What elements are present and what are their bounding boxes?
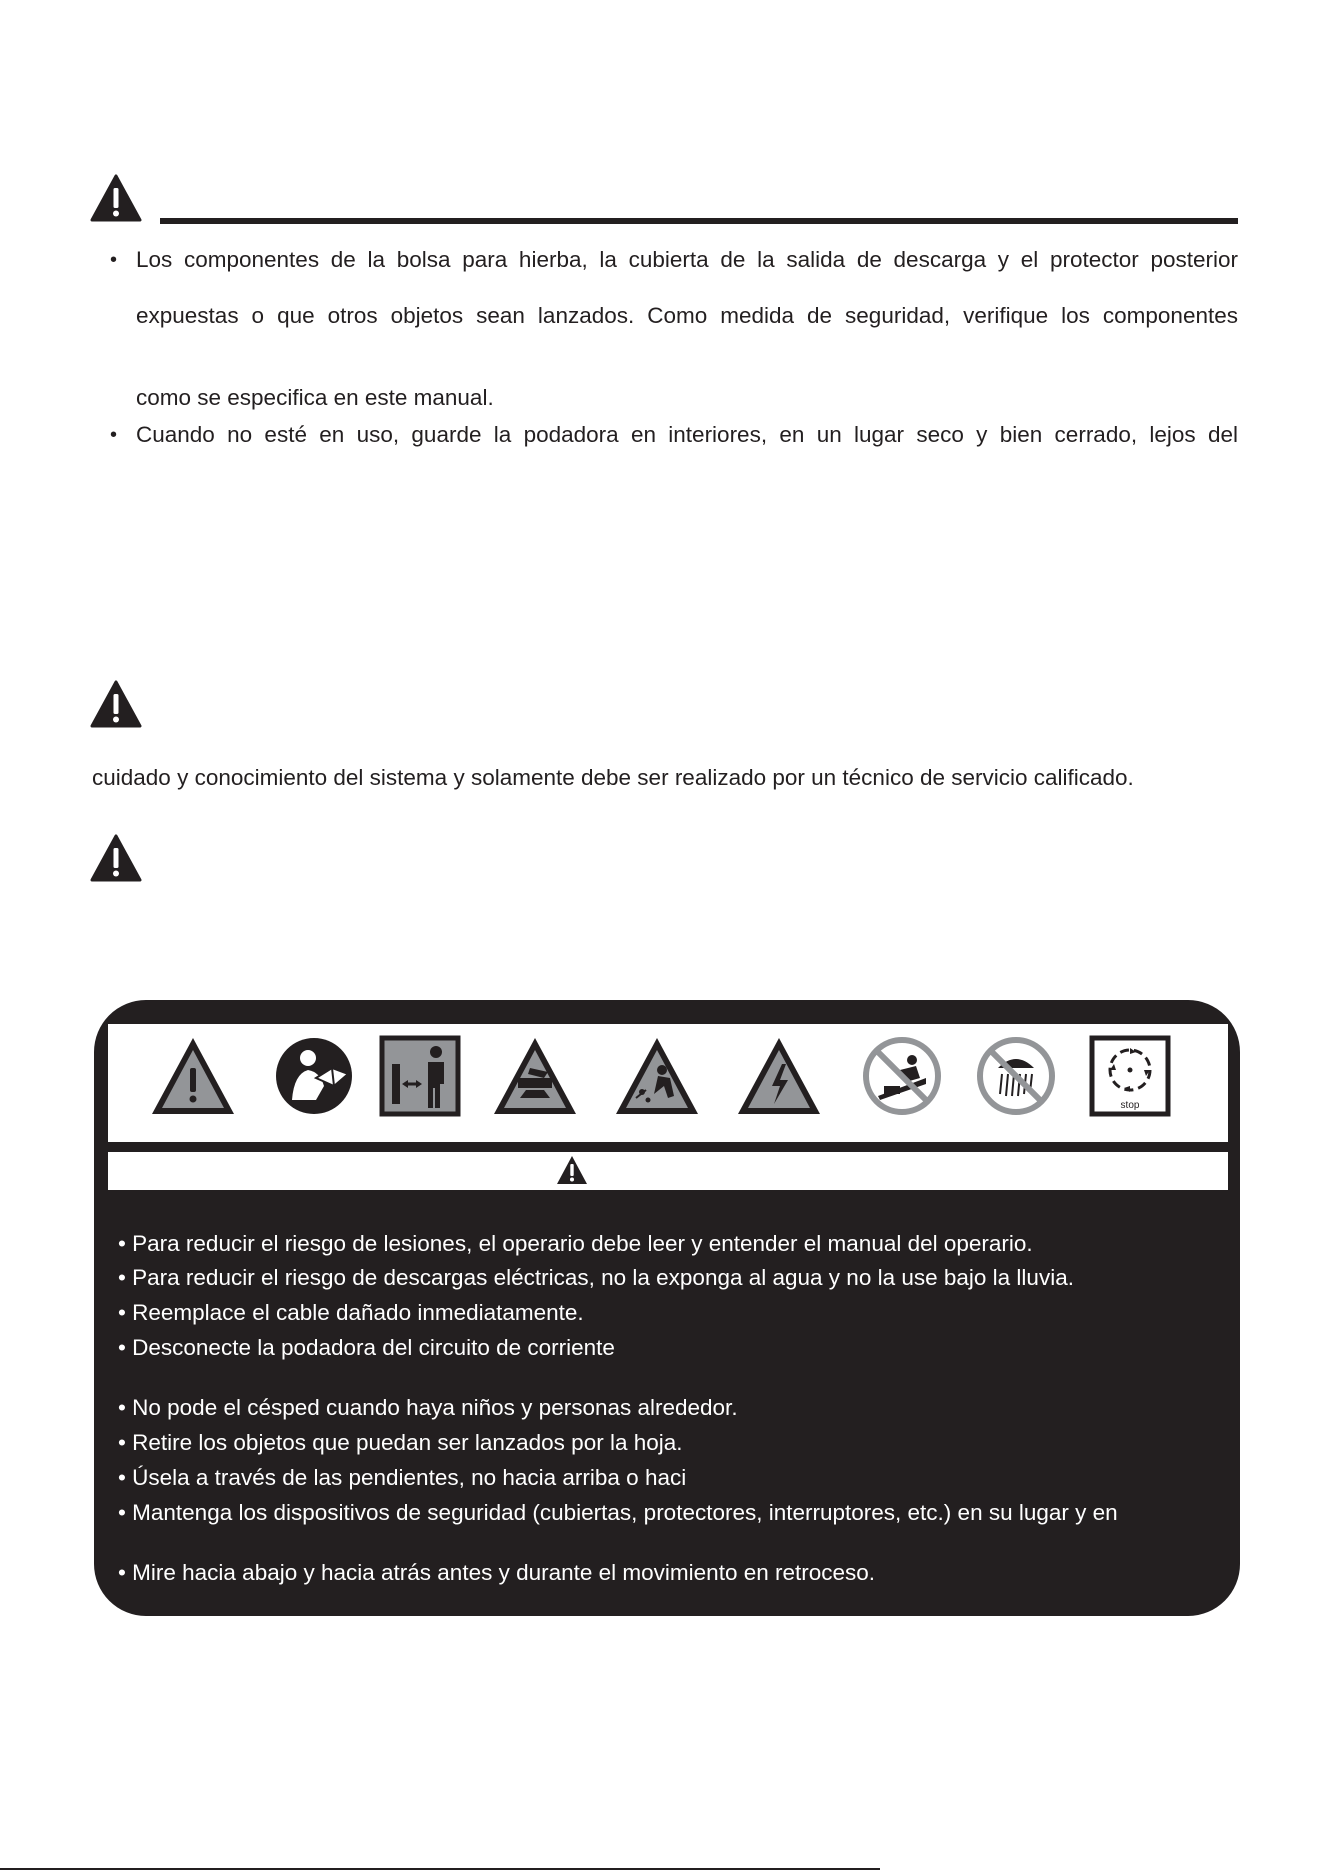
hand-blade-hazard-icon — [490, 1034, 580, 1118]
warning-icon — [90, 834, 142, 882]
warning-icon — [90, 680, 142, 728]
warning-triangle-icon — [148, 1034, 238, 1118]
stop-label: stop — [1120, 1100, 1140, 1111]
label-instruction: • Úsela a través de las pendientes, no hacia arriba o haci — [118, 1465, 687, 1490]
electric-shock-icon — [734, 1034, 824, 1118]
footer-rule — [0, 1868, 880, 1870]
label-instruction: • Desconecte la podadora del circuito de corriente — [118, 1335, 615, 1360]
thrown-objects-icon — [612, 1034, 702, 1118]
label-instruction: • Retire los objetos que puedan ser lanzados por la hoja. — [118, 1430, 683, 1455]
paragraph-line: Cuando no esté en uso, guarde la podadora en interiores, en un lugar seco y bien cerrado, lejos del — [136, 422, 1238, 447]
label-instruction: • Mantenga los dispositivos de seguridad (cubiertas, protectores, interruptores, etc.) en su lugar y en — [118, 1500, 1118, 1525]
label-instruction: • Reemplace el cable dañado inmediatamente. — [118, 1300, 584, 1325]
no-slope-mowing-icon — [860, 1034, 950, 1118]
label-instruction: • Para reducir el riesgo de lesiones, el operario debe leer y entender el manual del operario. — [118, 1231, 1033, 1256]
label-header-bar — [108, 1152, 1228, 1190]
read-manual-icon — [272, 1034, 362, 1118]
bullet-dot: • — [110, 249, 118, 271]
label-instruction: • No pode el césped cuando haya niños y personas alrededor. — [118, 1395, 738, 1420]
paragraph-line: Los componentes de la bolsa para hierba, la cubierta de la salida de descarga y el protector posterior — [136, 247, 1238, 272]
paragraph-line: como se especifica en este manual. — [136, 385, 494, 410]
warning-icon — [555, 1154, 589, 1186]
keep-distance-icon — [378, 1034, 468, 1118]
section-rule — [160, 218, 1238, 224]
paragraph-line: cuidado y conocimiento del sistema y solamente debe ser realizado por un técnico de servicio calificado. — [92, 765, 1134, 790]
label-instruction: • Para reducir el riesgo de descargas eléctricas, no la exponga al agua y no la use bajo la lluvia. — [118, 1265, 1074, 1290]
warning-icon — [90, 174, 142, 222]
label-instruction: • Mire hacia abajo y hacia atrás antes y durante el movimiento en retroceso. — [118, 1560, 876, 1585]
no-rain-icon — [974, 1034, 1064, 1118]
paragraph-line: expuestas o que otros objetos sean lanzados. Como medida de seguridad, verifique los componentes — [136, 303, 1238, 328]
stop-blade-icon — [1088, 1034, 1178, 1118]
bullet-dot: • — [110, 424, 118, 446]
